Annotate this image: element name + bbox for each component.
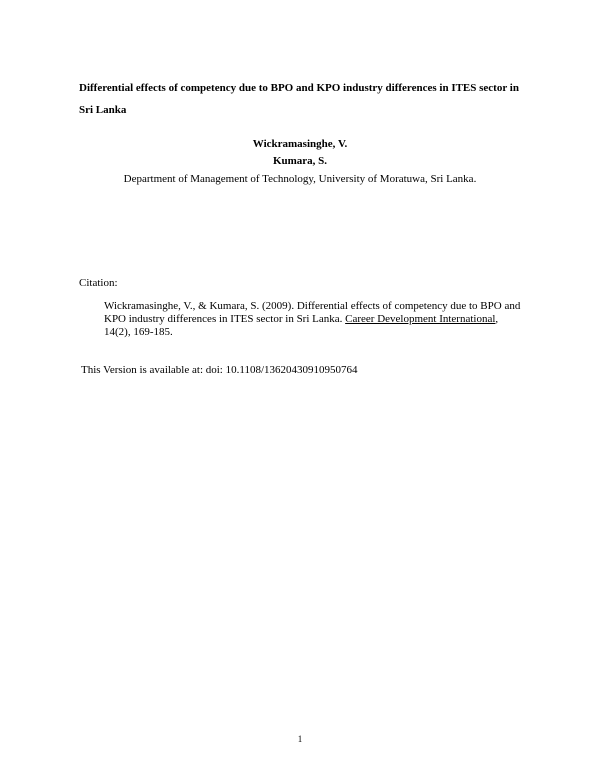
affiliation: Department of Management of Technology, University of Moratuwa, Sri Lanka.	[123, 173, 477, 185]
citation-text-main: Wickramasinghe, V., & Kumara, S. (2009). Differential effects of competency due to BPO and KPO industry differences in ITES sector in Sri Lanka.	[104, 300, 521, 325]
citation-text	[104, 300, 524, 339]
page-number: 1	[297, 734, 303, 744]
journal-link[interactable]: Career Development International	[345, 313, 496, 325]
citation-text-tail: , 14(2), 169-185.	[104, 313, 499, 338]
author-1: Wickramasinghe, V.	[252, 138, 348, 150]
citation-label: Citation:	[79, 277, 118, 289]
version-note: This Version is available at: doi: 10.1108/13620430910950764	[81, 364, 358, 376]
author-2: Kumara, S.	[272, 155, 328, 167]
paper-title: Differential effects of competency due to BPO and KPO industry differences in ITES sector in Sri Lanka	[79, 82, 519, 116]
